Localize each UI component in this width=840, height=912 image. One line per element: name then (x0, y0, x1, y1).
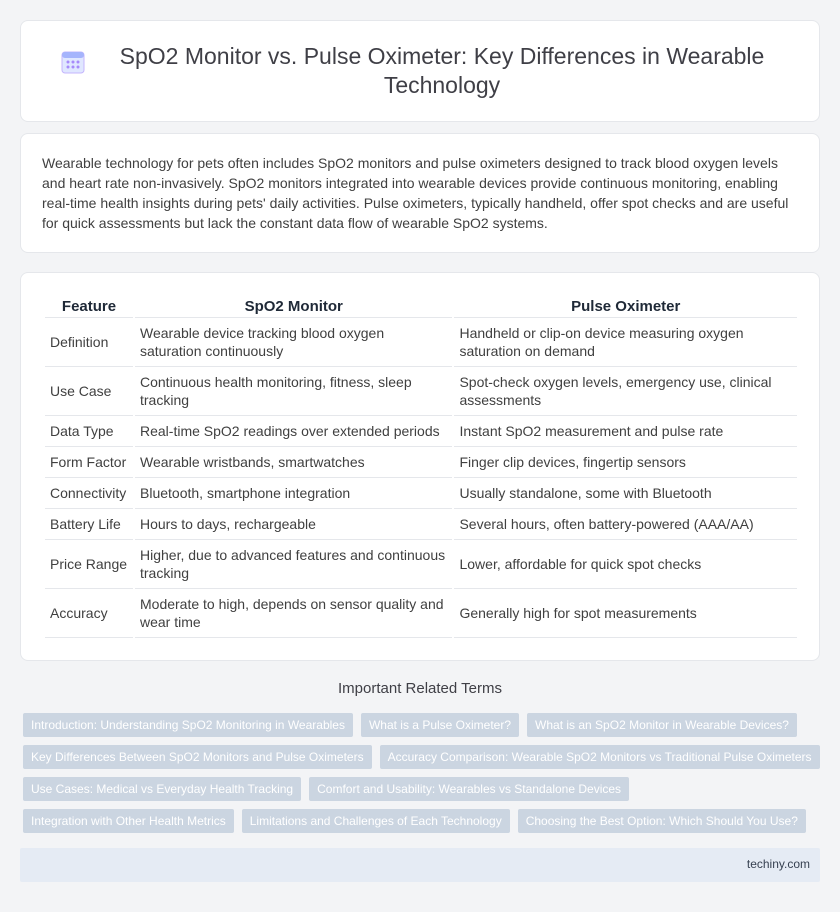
row-spo2-value: Wearable device tracking blood oxygen saturation continuously (135, 318, 452, 367)
row-feature: Connectivity (45, 478, 133, 509)
term-row (23, 745, 823, 769)
term-link[interactable]: Introduction: Understanding SpO2 Monitoring in Wearables (23, 713, 353, 737)
row-feature: Definition (45, 318, 133, 367)
intro-paragraph: Wearable technology for pets often includes SpO2 monitors and pulse oximeters designed to track blood oxygen levels and heart rate non-invasively. SpO2 monitors integrated into wearable devices provide continuous monitoring, enabling real-time health insights during pets' daily activities. Pulse oximeters, typically handheld, offer spot checks and are useful for quick assessments but lack the constant data flow of wearable SpO2 systems. (42, 155, 789, 231)
footer-site-link[interactable]: techiny.com (746, 857, 810, 871)
title-wrap (60, 42, 780, 100)
row-oximeter-value: Spot-check oxygen levels, emergency use, clinical assessments (454, 367, 797, 416)
term-link[interactable]: Comfort and Usability: Wearables vs Standalone Devices (309, 777, 629, 801)
term-link[interactable]: What is a Pulse Oximeter? (361, 713, 519, 737)
term-link[interactable]: What is an SpO2 Monitor in Wearable Devices? (527, 713, 797, 737)
row-oximeter-value: Lower, affordable for quick spot checks (454, 540, 797, 589)
row-spo2-value: Higher, due to advanced features and continuous tracking (135, 540, 452, 589)
header-spo2-monitor: SpO2 Monitor (135, 295, 452, 318)
row-oximeter-value: Instant SpO2 measurement and pulse rate (454, 416, 797, 447)
term-link[interactable]: Accuracy Comparison: Wearable SpO2 Monitors vs Traditional Pulse Oximeters (380, 745, 820, 769)
intro-card (20, 133, 820, 253)
table-row (45, 478, 797, 509)
row-spo2-value: Continuous health monitoring, fitness, sleep tracking (135, 367, 452, 416)
table-row (45, 367, 797, 416)
table-row (45, 589, 797, 638)
header-feature: Feature (45, 295, 133, 318)
row-oximeter-value: Usually standalone, some with Bluetooth (454, 478, 797, 509)
row-spo2-value: Wearable wristbands, smartwatches (135, 447, 452, 478)
table-row (45, 318, 797, 367)
term-link[interactable]: Choosing the Best Option: Which Should You Use? (518, 809, 806, 833)
term-row (23, 713, 823, 737)
row-feature: Battery Life (45, 509, 133, 540)
page-title: SpO2 Monitor vs. Pulse Oximeter: Key Differences in Wearable Technology (119, 43, 765, 98)
row-oximeter-value: Generally high for spot measurements (454, 589, 797, 638)
term-link[interactable]: Integration with Other Health Metrics (23, 809, 234, 833)
row-spo2-value: Bluetooth, smartphone integration (135, 478, 452, 509)
comparison-table (43, 295, 799, 638)
row-feature: Use Case (45, 367, 133, 416)
related-terms-list (23, 713, 823, 841)
term-row (23, 809, 823, 833)
row-oximeter-value: Handheld or clip-on device measuring oxygen saturation on demand (454, 318, 797, 367)
row-oximeter-value: Several hours, often battery-powered (AAA/AA) (454, 509, 797, 540)
term-link[interactable]: Use Cases: Medical vs Everyday Health Tracking (23, 777, 301, 801)
row-spo2-value: Real-time SpO2 readings over extended periods (135, 416, 452, 447)
row-feature: Data Type (45, 416, 133, 447)
table-row (45, 509, 797, 540)
footer (20, 848, 820, 882)
row-spo2-value: Hours to days, rechargeable (135, 509, 452, 540)
row-feature: Price Range (45, 540, 133, 589)
title-card (20, 20, 820, 122)
term-link[interactable]: Limitations and Challenges of Each Technology (242, 809, 510, 833)
table-row (45, 540, 797, 589)
term-link[interactable]: Key Differences Between SpO2 Monitors and Pulse Oximeters (23, 745, 372, 769)
table-header-row (45, 295, 797, 318)
comparison-table-card (20, 272, 820, 661)
row-oximeter-value: Finger clip devices, fingertip sensors (454, 447, 797, 478)
row-feature: Form Factor (45, 447, 133, 478)
row-feature: Accuracy (45, 589, 133, 638)
table-row (45, 447, 797, 478)
related-terms-heading: Important Related Terms (338, 680, 502, 697)
row-spo2-value: Moderate to high, depends on sensor quality and wear time (135, 589, 452, 638)
calendar-grid-icon (60, 49, 86, 75)
header-pulse-oximeter: Pulse Oximeter (454, 295, 797, 318)
term-row (23, 777, 823, 801)
table-row (45, 416, 797, 447)
